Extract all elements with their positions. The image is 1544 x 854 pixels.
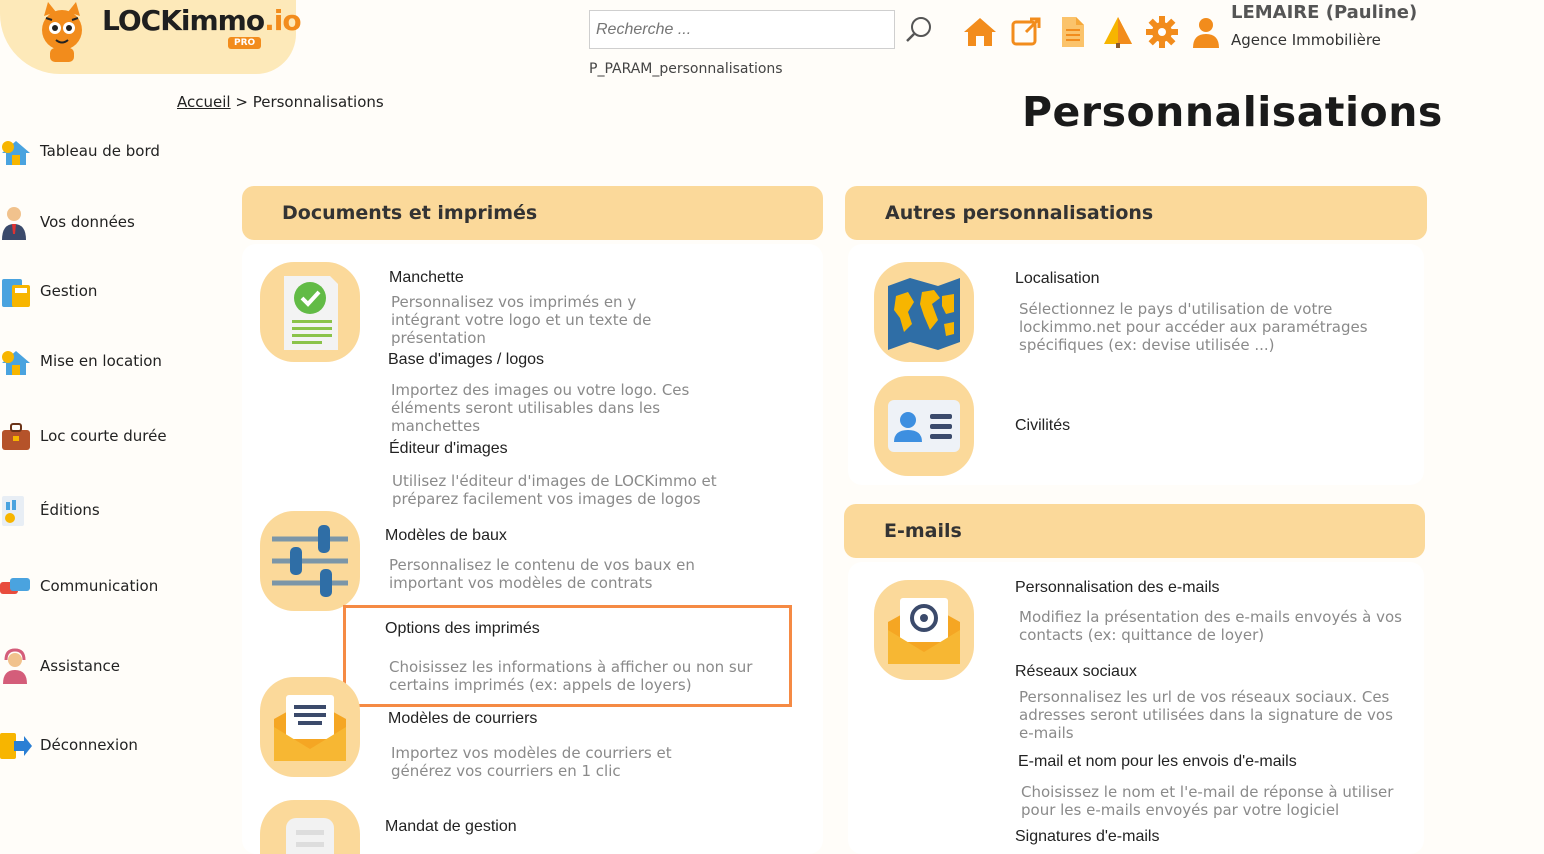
sliders-icon	[260, 511, 360, 611]
document-icon	[260, 800, 360, 854]
civilites-tile[interactable]	[874, 376, 974, 476]
modeles-courriers-desc: Importez vos modèles de courriers et générez vos courriers en 1 clic	[391, 744, 672, 780]
options-imprimes-desc: Choisissez les informations à afficher ou non sur certains imprimés (ex: appels de loyers)	[389, 658, 753, 694]
document-check-icon	[260, 262, 360, 362]
breadcrumb-home-link[interactable]: Accueil	[177, 93, 231, 111]
editeur-images-desc: Utilisez l'éditeur d'images de LOCKimmo et préparez facilement vos images de logos	[392, 472, 717, 508]
sidebar-item-assistance[interactable]	[0, 646, 210, 686]
cat-mascot-icon	[30, 0, 94, 64]
tree-icon[interactable]	[1100, 14, 1136, 50]
manchette-link[interactable]: Manchette	[389, 269, 464, 286]
logout-icon	[0, 727, 32, 763]
page-code: P_PARAM_personnalisations	[589, 61, 783, 77]
breadcrumb	[177, 93, 384, 111]
brand-name: LOCKimmo.io	[102, 4, 301, 37]
user-icon[interactable]	[1188, 14, 1224, 50]
mandat-gestion-link[interactable]: Mandat de gestion	[385, 818, 517, 835]
sidebar-item-label: Déconnexion	[40, 736, 138, 754]
localisation-desc: Sélectionnez le pays d'utilisation de votre lockimmo.net pour accéder aux paramétrages spécifiques (ex: devise utilisée ...)	[1019, 300, 1368, 354]
reseaux-sociaux-link[interactable]: Réseaux sociaux	[1015, 663, 1137, 680]
sidebar-item-label: Loc courte durée	[40, 427, 167, 445]
search-input[interactable]	[589, 10, 895, 49]
person-icon	[0, 204, 32, 240]
envelope-letter-icon	[260, 677, 360, 777]
signatures-emails-link[interactable]: Signatures d'e-mails	[1015, 828, 1160, 845]
search-icon[interactable]	[903, 14, 935, 46]
pro-badge: PRO	[228, 37, 261, 49]
sidebar-item-label: Éditions	[40, 501, 100, 519]
sidebar-item-label: Communication	[40, 577, 159, 595]
email-nom-envois-desc: Choisissez le nom et l'e-mail de réponse à utiliser pour les e-mails envoyés par votre logiciel	[1021, 783, 1394, 819]
sidebar-item-vos-donnees[interactable]	[0, 202, 210, 242]
sidebar-item-editions[interactable]	[0, 490, 210, 530]
breadcrumb-current: Personnalisations	[252, 93, 384, 111]
personnalisation-emails-tile[interactable]	[874, 580, 974, 680]
modeles-baux-tile[interactable]	[260, 511, 360, 611]
modeles-courriers-link[interactable]: Modèles de courriers	[388, 710, 538, 727]
gear-icon[interactable]	[1144, 14, 1180, 50]
document-icon[interactable]	[1054, 14, 1090, 50]
civilites-link[interactable]: Civilités	[1015, 417, 1071, 434]
sidebar-item-gestion[interactable]	[0, 271, 210, 311]
sidebar-item-label: Gestion	[40, 282, 98, 300]
house-key-icon	[0, 133, 32, 169]
world-map-icon	[874, 262, 974, 362]
localisation-link[interactable]: Localisation	[1015, 270, 1100, 287]
emails-panel-header: E-mails	[844, 504, 1425, 558]
mandat-gestion-tile[interactable]	[260, 800, 360, 854]
support-agent-icon	[0, 648, 32, 684]
manchette-desc: Personnalisez vos imprimés en y intégrant votre logo et un texte de présentation	[391, 293, 652, 347]
personnalisation-emails-link[interactable]: Personnalisation des e-mails	[1015, 579, 1220, 596]
calculator-icon	[0, 273, 32, 309]
localisation-tile[interactable]	[874, 262, 974, 362]
chat-bubbles-icon	[0, 568, 32, 604]
external-link-icon[interactable]	[1008, 14, 1044, 50]
home-icon[interactable]	[962, 14, 998, 50]
sidebar-item-tableau-de-bord[interactable]	[0, 131, 210, 171]
user-name[interactable]: LEMAIRE (Pauline)	[1231, 2, 1418, 23]
breadcrumb-separator: >	[235, 93, 248, 111]
sidebar-item-communication[interactable]	[0, 566, 210, 606]
modeles-baux-link[interactable]: Modèles de baux	[385, 527, 507, 544]
suitcase-icon	[0, 418, 32, 454]
sidebar-item-label: Mise en location	[40, 352, 162, 370]
house-key-icon	[0, 343, 32, 379]
manchette-tile[interactable]	[260, 262, 360, 362]
editeur-images-link[interactable]: Éditeur d'images	[389, 440, 508, 457]
brand-logo[interactable]	[30, 0, 300, 66]
sidebar-item-label: Assistance	[40, 657, 120, 675]
documents-panel-header: Documents et imprimés	[242, 186, 823, 240]
base-images-link[interactable]: Base d'images / logos	[388, 351, 545, 368]
reseaux-sociaux-desc: Personnalisez les url de vos réseaux sociaux. Ces adresses seront utilisées dans la signature de vos e-mails	[1019, 688, 1393, 742]
email-nom-envois-link[interactable]: E-mail et nom pour les envois d'e-mails	[1018, 753, 1297, 770]
sidebar-item-label: Vos données	[40, 213, 135, 231]
autres-panel-header: Autres personnalisations	[845, 186, 1427, 240]
personnalisation-emails-desc: Modifiez la présentation des e-mails envoyés à vos contacts (ex: quittance de loyer)	[1019, 608, 1402, 644]
modeles-courriers-tile[interactable]	[260, 677, 360, 777]
sidebar-item-label: Tableau de bord	[40, 142, 160, 160]
sidebar-item-loc-courte-duree[interactable]	[0, 416, 210, 456]
options-imprimes-link[interactable]: Options des imprimés	[385, 620, 540, 637]
options-imprimes-highlight	[343, 605, 792, 707]
report-icon	[0, 492, 32, 528]
base-images-desc: Importez des images ou votre logo. Ces éléments seront utilisables dans les manchettes	[391, 381, 690, 435]
email-at-icon	[874, 580, 974, 680]
page-title: Personnalisations	[1022, 88, 1443, 136]
sidebar-item-deconnexion[interactable]	[0, 725, 210, 765]
sidebar-item-mise-en-location[interactable]	[0, 341, 210, 381]
modeles-baux-desc: Personnalisez le contenu de vos baux en important vos modèles de contrats	[389, 556, 695, 592]
user-agency: Agence Immobilière	[1231, 31, 1381, 49]
id-card-icon	[874, 376, 974, 476]
